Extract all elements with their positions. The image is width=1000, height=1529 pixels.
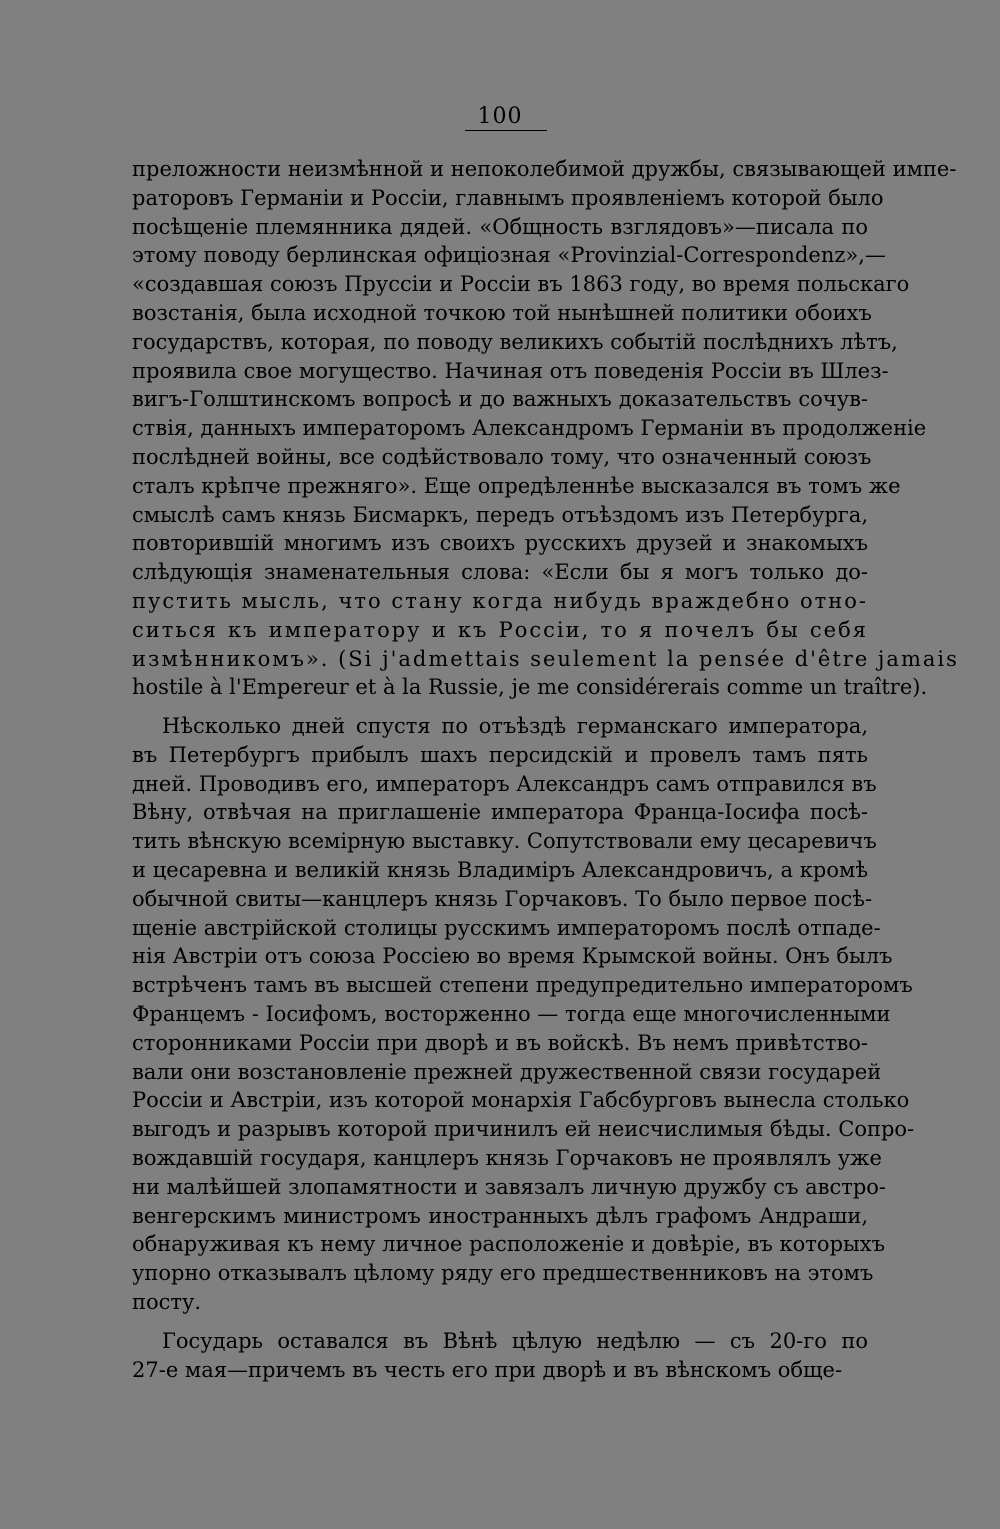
text-line: возстанія, была исходной точкою той нынѣшней политики обоихъ (132, 300, 872, 325)
page-number: 100 (477, 104, 523, 129)
paragraph-vienna-visit (132, 712, 915, 1317)
text-line: пустить мысль, что стану когда нибудь враждебно отно- (132, 588, 868, 613)
text-line: 27-е мая—причемъ въ честь его при дворѣ и въ вѣнскомъ обще- (132, 1357, 843, 1382)
text-line: преложности неизмѣнной и непоколебимой дружбы, связывающей импе- (132, 157, 957, 181)
text-line: дней. Проводивъ его, императоръ Александръ самъ отправился въ (132, 771, 877, 796)
text-line: тить вѣнскую всемірную выставку. Сопутствовали ему цесаревичъ (132, 829, 877, 854)
text-line: Вѣну, отвѣчая на приглашеніе императора Франца-Іосифа посѣ- (132, 800, 868, 825)
text-line: Францемъ - Іосифомъ, восторженно — тогда еще многочисленными (132, 1001, 891, 1026)
text-line: ни малѣйшей злопамятности и завязалъ личную дружбу съ австро- (132, 1174, 887, 1199)
text-line: повторившій многимъ изъ своихъ русскихъ друзей и знакомыхъ (132, 531, 868, 556)
paragraph-stay-in-vienna (132, 1327, 868, 1385)
text-line: вали они возстановленіе прежней дружественной связи государей (132, 1059, 882, 1084)
text-line: щеніе австрійской столицы русскимъ императоромъ послѣ отпаде- (132, 915, 881, 940)
text-line: венгерскимъ министромъ иностранныхъ дѣлъ графомъ Андраши, (132, 1203, 868, 1228)
text-line: hostile à l'Empereur et à la Russie, je me considérerais comme un traître). (132, 675, 928, 700)
text-line: выгодъ и разрывъ которой причинилъ ей неисчислимыя бѣды. Сопро- (132, 1117, 915, 1142)
text-line: Россіи и Австріи, изъ которой монархія Габсбурговъ вынесла столько (132, 1088, 910, 1113)
text-line: посѣщеніе племянника дядей. «Общность взглядовъ»—писала по (132, 214, 868, 239)
text-line: послѣдней войны, все содѣйствовало тому, что означенный союзъ (132, 444, 872, 469)
text-line: обычной свиты—канцлеръ князь Горчаковъ. То было первое посѣ- (132, 886, 873, 911)
text-line: сторонниками Россіи при дворѣ и въ войскѣ. Въ немъ привѣтство- (132, 1030, 868, 1055)
text-line: вигъ-Голштинскомъ вопросѣ и до важныхъ доказательствъ сочув- (132, 387, 868, 412)
text-line: раторовъ Германіи и Россіи, главнымъ проявленіемъ которой было (132, 185, 884, 210)
text-line: посту. (132, 1289, 202, 1314)
text-line: въ Петербургъ прибылъ шахъ персидскій и провелъ тамъ пять (132, 742, 868, 767)
text-line: вождавшій государя, канцлеръ князь Горчаковъ не проявлялъ уже (132, 1145, 882, 1170)
text-line: сталъ крѣпче прежняго». Еще опредѣленнѣе высказался въ томъ же (132, 473, 901, 498)
text-line: Государь оставался въ Вѣнѣ цѣлую недѣлю — съ 20-го по (162, 1329, 868, 1353)
text-line: проявила свое могущество. Начиная отъ поведенія Россіи въ Шлез- (132, 358, 889, 383)
text-line: этому поводу берлинская офиціозная «Provinzial-Correspondenz»,— (132, 243, 886, 268)
text-line: смыслѣ самъ князь Бисмаркъ, передъ отъѣздомъ изъ Петербурга, (132, 502, 868, 527)
text-line: Нѣсколько дней спустя по отъѣздѣ германскаго императора, (162, 714, 868, 738)
text-line: обнаруживая къ нему личное расположеніе и довѣріе, въ которыхъ (132, 1232, 885, 1257)
page-number-rule (465, 130, 547, 131)
text-line: слѣдующія знаменательныя слова: «Если бы я могъ только до- (132, 560, 868, 585)
text-line: ствія, данныхъ императоромъ Александромъ Германіи въ продолженіе (132, 416, 927, 441)
text-line: измѣнникомъ». (Si j'admettais seulement la pensée d'être jamais (132, 646, 959, 671)
text-line: упорно отказывалъ цѣлому ряду его предшественниковъ на этомъ (132, 1261, 874, 1286)
text-line: ситься къ императору и къ Россіи, то я почелъ бы себя (132, 617, 868, 642)
text-line: «создавшая союзъ Пруссіи и Россіи въ 1863 году, во время польскаго (132, 272, 910, 297)
paragraph-bismarck-quote (132, 155, 959, 702)
text-line: государствъ, которая, по поводу великихъ событій послѣднихъ лѣтъ, (132, 329, 898, 354)
text-line: встрѣченъ тамъ въ высшей степени предупредительно императоромъ (132, 973, 913, 998)
text-line: нія Австріи отъ союза Россіею во время Крымской войны. Онъ былъ (132, 944, 893, 969)
text-line: и цесаревна и великій князь Владиміръ Александровичъ, а кромѣ (132, 857, 868, 882)
book-page (132, 102, 959, 1402)
